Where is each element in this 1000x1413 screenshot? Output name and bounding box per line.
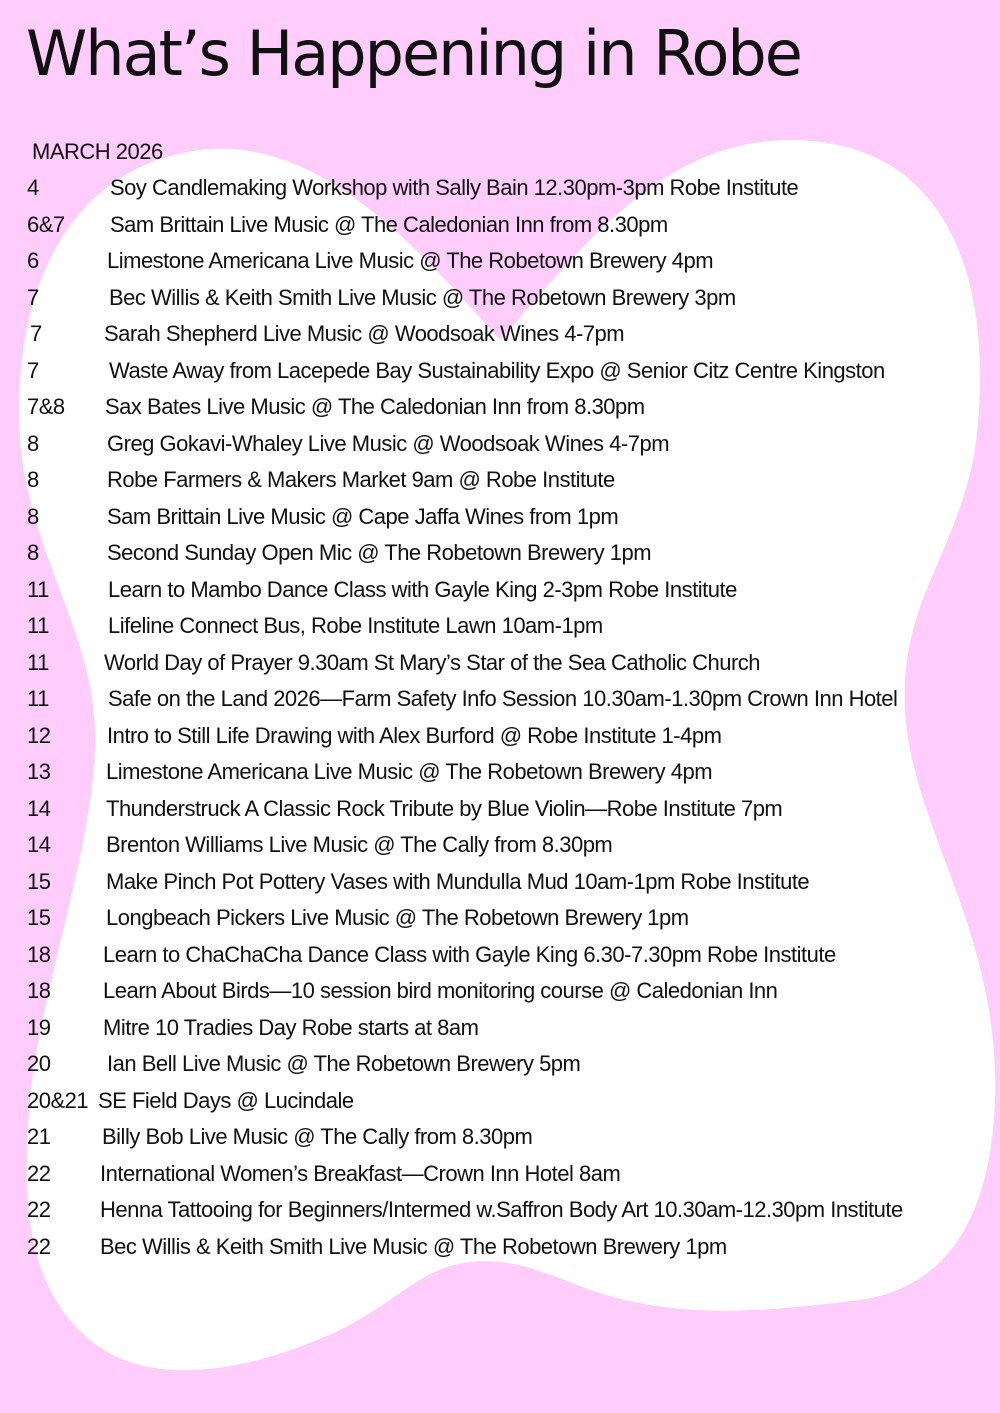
event-date: 7 <box>27 284 39 310</box>
event-row <box>0 171 1000 205</box>
event-description: Sam Brittain Live Music @ The Caledonian Inn from 8.30pm <box>110 211 668 237</box>
event-date: 4 <box>27 175 39 200</box>
event-date: 7 <box>27 357 39 383</box>
event-row <box>0 682 1000 716</box>
event-row <box>0 244 1000 278</box>
event-row <box>0 792 1000 826</box>
event-row <box>0 1120 1000 1154</box>
event-description: Limestone Americana Live Music @ The Robetown Brewery 4pm <box>106 759 713 784</box>
event-date: 11 <box>27 576 49 602</box>
event-row <box>0 463 1000 497</box>
event-description: Limestone Americana Live Music @ The Robetown Brewery 4pm <box>107 248 714 273</box>
event-date: 8 <box>27 430 39 456</box>
event-description: Waste Away from Lacepede Bay Sustainability Expo @ Senior Citz Centre Kingston <box>109 357 885 383</box>
event-date: 11 <box>27 686 49 711</box>
event-description: Second Sunday Open Mic @ The Robetown Brewery 1pm <box>107 540 652 565</box>
event-description: Soy Candlemaking Workshop with Sally Bain 12.30pm-3pm Robe Institute <box>110 175 799 200</box>
event-date: 22 <box>27 1233 51 1259</box>
event-row <box>0 390 1000 424</box>
event-row <box>0 865 1000 899</box>
event-date: 22 <box>27 1160 51 1186</box>
event-date: 11 <box>27 649 49 675</box>
event-row <box>0 901 1000 935</box>
event-description: Safe on the Land 2026—Farm Safety Info Session 10.30am-1.30pm Crown Inn Hotel <box>108 686 898 711</box>
event-row <box>0 828 1000 862</box>
event-row <box>0 281 1000 315</box>
event-date: 22 <box>27 1197 51 1222</box>
event-row <box>0 1047 1000 1081</box>
event-description: International Women’s Breakfast—Crown Inn Hotel 8am <box>100 1160 621 1186</box>
event-row <box>0 427 1000 461</box>
event-date: 15 <box>27 868 51 894</box>
event-date: 6&7 <box>27 211 65 237</box>
event-row <box>0 1230 1000 1264</box>
event-description: Bec Willis & Keith Smith Live Music @ The Robetown Brewery 3pm <box>109 284 736 310</box>
event-date: 11 <box>27 613 49 638</box>
event-date: 18 <box>27 978 51 1003</box>
event-description: Bec Willis & Keith Smith Live Music @ The Robetown Brewery 1pm <box>100 1233 727 1259</box>
event-row <box>0 1193 1000 1227</box>
event-date: 19 <box>27 1014 51 1040</box>
event-date: 8 <box>27 467 39 492</box>
event-description: Learn About Birds—10 session bird monitoring course @ Caledonian Inn <box>103 978 778 1003</box>
event-row <box>0 536 1000 570</box>
event-row <box>0 1084 1000 1118</box>
event-description: Thunderstruck A Classic Rock Tribute by Blue Violin—Robe Institute 7pm <box>106 795 783 821</box>
event-description: Learn to Mambo Dance Class with Gayle King 2-3pm Robe Institute <box>108 576 737 602</box>
event-date: 21 <box>27 1124 51 1149</box>
event-date: 7 <box>30 321 42 346</box>
event-description: Sax Bates Live Music @ The Caledonian Inn from 8.30pm <box>105 394 645 419</box>
event-description: Robe Farmers & Makers Market 9am @ Robe Institute <box>107 467 615 492</box>
event-description: Mitre 10 Tradies Day Robe starts at 8am <box>103 1014 479 1040</box>
event-date: 8 <box>27 540 39 565</box>
event-description: Longbeach Pickers Live Music @ The Robetown Brewery 1pm <box>106 905 689 930</box>
event-date: 14 <box>27 795 51 821</box>
event-row <box>0 317 1000 351</box>
event-description: Sarah Shepherd Live Music @ Woodsoak Wines 4-7pm <box>104 321 625 346</box>
event-description: World Day of Prayer 9.30am St Mary’s Star of the Sea Catholic Church <box>104 649 761 675</box>
event-description: Lifeline Connect Bus, Robe Institute Lawn 10am-1pm <box>108 613 603 638</box>
event-row <box>0 974 1000 1008</box>
event-date: 7&8 <box>27 394 65 419</box>
event-description: Sam Brittain Live Music @ Cape Jaffa Wines from 1pm <box>107 503 619 529</box>
event-description: SE Field Days @ Lucindale <box>98 1087 354 1113</box>
event-description: Intro to Still Life Drawing with Alex Burford @ Robe Institute 1-4pm <box>107 722 722 748</box>
event-description: Learn to ChaChaCha Dance Class with Gayle King 6.30-7.30pm Robe Institute <box>103 941 836 967</box>
event-row <box>0 609 1000 643</box>
event-date: 18 <box>27 941 51 967</box>
event-description: Ian Bell Live Music @ The Robetown Brewery 5pm <box>107 1051 581 1076</box>
event-row <box>0 573 1000 607</box>
event-description: Henna Tattooing for Beginners/Intermed w.Saffron Body Art 10.30am-12.30pm Institute <box>100 1197 903 1222</box>
event-row <box>0 208 1000 242</box>
event-row <box>0 1157 1000 1191</box>
event-description: Brenton Williams Live Music @ The Cally from 8.30pm <box>106 832 613 857</box>
event-row <box>0 646 1000 680</box>
event-date: 15 <box>27 905 51 930</box>
event-date: 12 <box>27 722 51 748</box>
event-description: Make Pinch Pot Pottery Vases with Mundulla Mud 10am-1pm Robe Institute <box>106 868 810 894</box>
event-row <box>0 500 1000 534</box>
event-row <box>0 354 1000 388</box>
event-date: 8 <box>27 503 39 529</box>
event-date: 6 <box>27 248 39 273</box>
event-date: 13 <box>27 759 51 784</box>
event-row <box>0 1011 1000 1045</box>
page-title: What’s Happening in Robe <box>26 17 801 90</box>
event-description: Billy Bob Live Music @ The Cally from 8.30pm <box>102 1124 533 1149</box>
event-date: 14 <box>27 832 51 857</box>
event-date: 20 <box>27 1051 51 1076</box>
event-row <box>0 938 1000 972</box>
event-date: 20&21 <box>27 1087 89 1113</box>
event-row <box>0 719 1000 753</box>
month-heading: MARCH 2026 <box>32 139 163 164</box>
event-description: Greg Gokavi-Whaley Live Music @ Woodsoak Wines 4-7pm <box>107 430 670 456</box>
event-row <box>0 755 1000 789</box>
